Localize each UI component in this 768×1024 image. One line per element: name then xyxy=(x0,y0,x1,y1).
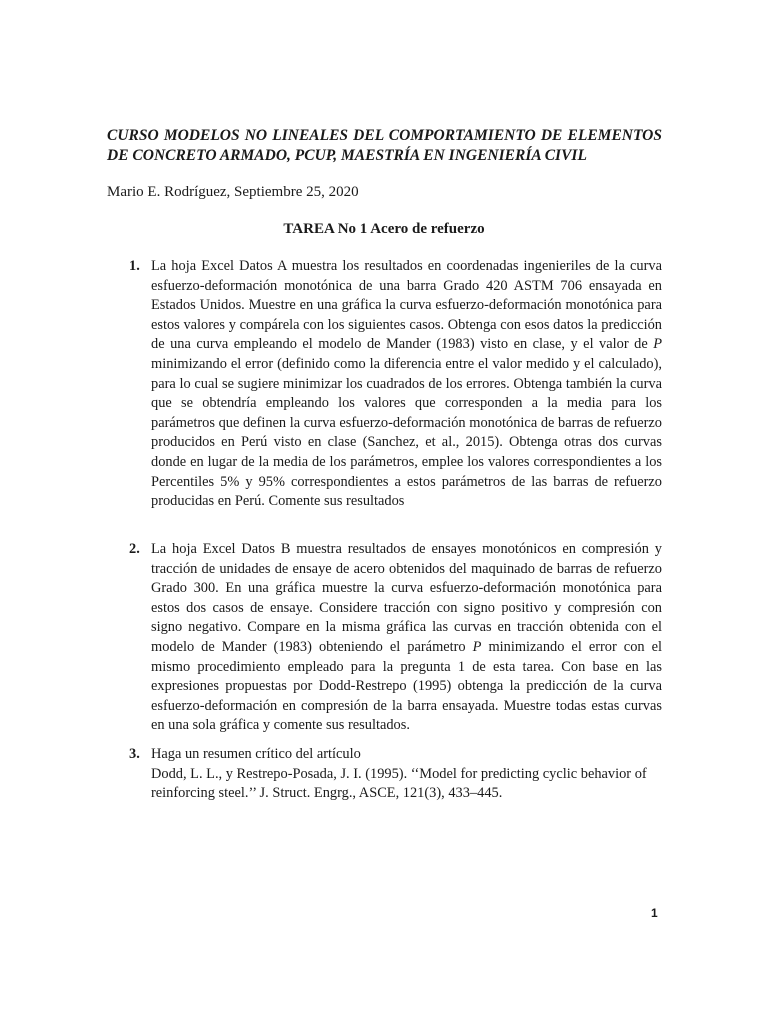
item-number: 2. xyxy=(129,541,140,557)
item-text-part: minimizando el error con el mismo procedimiento empleado para la pregunta 1 de esta tarea. Con base en las expresiones propuestas por Dodd-Restrepo (1995) obtenga la predicción de la curva esfuerzo-deformación en compresión de la barra ensayada. Muestre todas estas curvas en una sola gráfica y comente sus resultados. xyxy=(151,638,662,734)
task-title: TAREA No 1 Acero de refuerzo xyxy=(283,221,485,237)
item-text-part: minimizando el error (definido como la diferencia entre el valor medido y el calculado), para lo cual se sugiere minimizar los cuadrados de los errores. Obtenga también la curva que se obtendría empleando los valores que corresponden a la media para los parámetros que definen la curva esfuerzo-deformación monotónica de barras de refuerzo producidos en Perú visto en clase (Sanchez, et al., 2015). Obtenga otras dos curvas donde en lugar de la media de los parámetros, emplee los valores correspondientes a los Percentiles 5% y 95% correspondientes a estos parámetros de las barras de refuerzo producidas en Perú. Comente sus resultados xyxy=(151,355,662,510)
item-number: 1. xyxy=(129,258,140,274)
list-item xyxy=(107,540,662,736)
list-item xyxy=(107,257,662,512)
list-item xyxy=(107,745,662,804)
item-text xyxy=(151,257,662,512)
item-text-part: La hoja Excel Datos A muestra los resultados en coordenadas ingenieriles de la curva esfuerzo-deformación monotónica de una barra Grado 420 ASTM 706 ensayada en Estados Unidos. Muestre en una gráfica la curva esfuerzo-deformación monotónica para estos valores y compárela con los siguientes casos. Obtenga con esos datos la predicción de una curva empleando el modelo de Mander (1983) visto en clase, y el valor de xyxy=(151,258,662,353)
parameter-symbol: P xyxy=(653,336,662,353)
parameter-symbol: P xyxy=(472,638,482,655)
author-date-line: Mario E. Rodríguez, Septiembre 25, 2020 xyxy=(107,184,359,200)
question-list-item-3 xyxy=(107,745,662,804)
reference-citation: Dodd, L. L., y Restrepo-Posada, J. I. (1995). ‘‘Model for predicting cyclic behavior of reinforcing steel.’’ J. Struct. Engrg., ASCE, 121(3), 433–445. xyxy=(151,765,647,802)
item-text-line: Haga un resumen crítico del artículo xyxy=(151,746,361,762)
item-number: 3. xyxy=(129,746,140,762)
item-text-part: La hoja Excel Datos B muestra resultados de ensayes monotónicos en compresión y tracción de unidades de ensaye de acero obtenidos del maquinado de barras de refuerzo Grado 300. En una gráfica muestre la curva esfuerzo-deformación monotónica para estos dos casos de ensaye. Considere tracción con signo positivo y compresión con signo negativo. Compare en la misma gráfica las curvas en tracción obtenida con el modelo de Mander (1983) obteniendo el parámetro xyxy=(151,541,662,655)
question-list-item-2 xyxy=(107,540,662,736)
item-text xyxy=(151,745,662,804)
question-list-item-1 xyxy=(107,257,662,512)
item-text xyxy=(151,540,662,736)
document-title: CURSO MODELOS NO LINEALES DEL COMPORTAMIENTO DE ELEMENTOS DE CONCRETO ARMADO, PCUP, MAESTRÍA EN INGENIERÍA CIVIL xyxy=(107,127,662,164)
page-number: 1 xyxy=(651,906,658,920)
